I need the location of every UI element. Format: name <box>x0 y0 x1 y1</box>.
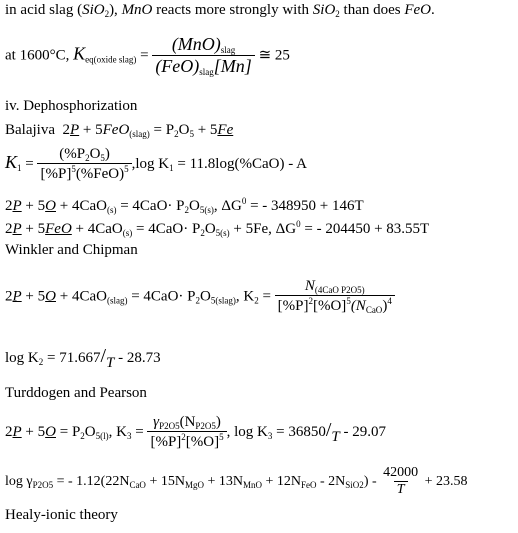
subscript: P2O5 <box>195 421 216 431</box>
section-heading: Winkler and Chipman <box>5 242 138 258</box>
subscript: 2 <box>184 205 189 215</box>
text: = <box>131 424 148 441</box>
balajiva-reaction <box>5 123 233 139</box>
subscript: 2 <box>104 9 110 19</box>
text: in acid slag ( <box>5 2 83 18</box>
subscript: 1 <box>169 163 174 174</box>
subscript: eq(oxide slag) <box>85 54 137 65</box>
den: (%FeO) <box>75 166 125 183</box>
text: = - 348950 + 146T <box>246 198 364 214</box>
superscript: 5 <box>124 164 129 175</box>
fraction <box>380 465 421 498</box>
subscript: 2 <box>200 228 205 238</box>
num: (MnO) <box>171 34 221 54</box>
reaction-line-2 <box>5 220 429 238</box>
symbol: P <box>12 288 22 305</box>
subscript: slag <box>199 67 214 78</box>
text: + 13N <box>203 473 243 489</box>
subscript: 2 <box>85 153 90 163</box>
subscript: 2 <box>174 129 179 139</box>
author: Balajiva <box>5 122 55 138</box>
den: (N <box>350 298 366 315</box>
text: - 29.07 <box>339 424 386 441</box>
symbol: Fe <box>217 122 234 138</box>
num: ) <box>104 146 110 162</box>
text: = 11.8log(%CaO) - A <box>173 156 307 173</box>
symbol: O <box>45 288 56 305</box>
subscript: 2 <box>195 295 200 306</box>
symbol: P <box>12 424 22 441</box>
subscript: 3 <box>126 431 132 442</box>
den: (FeO) <box>155 56 200 77</box>
text: ) - <box>363 473 381 489</box>
den: [Mn] <box>213 56 252 77</box>
text: 2 <box>5 288 13 305</box>
text: O <box>178 122 190 138</box>
subscript: P2O5 <box>159 421 180 431</box>
text: = 36850 <box>272 424 326 441</box>
superscript: 5 <box>71 164 76 175</box>
num: N <box>304 278 315 294</box>
text: , log K <box>226 424 268 441</box>
text: 2 <box>5 198 13 214</box>
subscript: 2 <box>38 357 44 367</box>
den: [%P] <box>150 434 182 451</box>
symbol: K <box>5 152 18 173</box>
numerator <box>56 146 113 163</box>
num: O <box>89 146 101 162</box>
superscript: 2 <box>308 296 313 307</box>
subscript: 1 <box>17 163 22 174</box>
symbol: P <box>12 221 22 237</box>
symbol: T <box>331 429 340 446</box>
denominator <box>37 163 131 183</box>
subscript: 5 <box>189 129 194 139</box>
text: = <box>21 156 38 173</box>
subscript: 5(s) <box>199 205 214 215</box>
denominator <box>275 295 395 315</box>
text: O <box>204 221 216 237</box>
text: - 2N <box>316 473 346 489</box>
text: 2 <box>5 221 13 237</box>
denominator <box>394 481 408 498</box>
formula: MnO <box>121 2 153 18</box>
text: ), <box>109 2 122 18</box>
symbol: P <box>12 198 22 214</box>
text: + 5 <box>21 198 46 214</box>
den: [%P] <box>277 298 309 315</box>
k1-equation <box>5 146 307 184</box>
subscript: 5(l) <box>95 431 109 442</box>
subscript: (s) <box>122 228 133 238</box>
subscript: 3 <box>267 431 273 442</box>
text: + 5 <box>21 288 46 305</box>
text: = <box>136 47 153 64</box>
turkdogen-pearson-equation <box>5 414 386 452</box>
section-heading: iv. Dephosphorization <box>5 98 138 114</box>
log-gamma-equation <box>5 465 468 498</box>
subscript: (slag) <box>106 295 128 306</box>
text: + 5 <box>21 221 46 237</box>
subscript: P2O5 <box>32 479 54 490</box>
text: = - 204450 + 83.55T <box>300 221 430 237</box>
text: = P <box>55 424 81 441</box>
text: + 4CaO <box>71 221 123 237</box>
text: + 5Fe, ΔG <box>229 221 297 237</box>
subscript: SiO2 <box>345 479 364 490</box>
section-heading: Turddogen and Pearson <box>5 385 147 401</box>
formula: SiO <box>312 2 336 18</box>
text: = 71.667 <box>43 350 101 366</box>
slash: / <box>325 419 332 442</box>
text: + 4CaO <box>55 288 107 305</box>
text: , ΔG <box>213 198 242 214</box>
den: T <box>396 482 405 498</box>
equilibrium-constant-equation <box>5 34 290 78</box>
symbol: FeO <box>45 221 72 237</box>
text: = P <box>149 122 175 138</box>
text: . <box>431 2 435 18</box>
log-k2-equation <box>5 346 161 371</box>
text: = <box>258 288 275 305</box>
text: ≅ 25 <box>254 47 290 64</box>
text: + 12N <box>262 473 302 489</box>
den: [%O] <box>185 434 220 451</box>
subscript: (4CaO P2O5) <box>314 285 365 295</box>
den: ) <box>382 298 388 315</box>
symbol: O <box>45 198 56 214</box>
superscript: 5 <box>219 432 224 443</box>
text: = 4CaO· P <box>127 288 196 305</box>
denominator <box>147 431 226 451</box>
numerator <box>169 34 238 55</box>
subscript: CaO <box>365 305 383 316</box>
text: than does <box>339 2 405 18</box>
numerator: 42000 <box>383 465 419 480</box>
winkler-chipman-equation <box>5 278 395 316</box>
fraction <box>37 146 131 184</box>
section-heading: Healy-ionic theory <box>5 507 118 523</box>
superscript: 2 <box>181 432 186 443</box>
superscript: 5 <box>346 296 351 307</box>
subscript: 2 <box>254 295 259 306</box>
formula: SiO <box>82 2 105 18</box>
den: [%O] <box>312 298 347 315</box>
text: O <box>84 424 96 441</box>
text: = 4CaO· P <box>116 198 185 214</box>
text: 2 <box>62 122 70 138</box>
subscript: slag <box>220 45 236 55</box>
num: γ <box>153 414 160 430</box>
slash: / <box>100 345 107 367</box>
text: , K <box>235 288 255 305</box>
text: reacts more strongly with <box>152 2 313 18</box>
symbol: T <box>106 355 115 371</box>
subscript: 2 <box>80 431 85 442</box>
subscript: 2 <box>335 9 340 19</box>
formula: FeO <box>404 2 432 18</box>
subscript: MgO <box>184 479 204 490</box>
fraction <box>147 414 226 452</box>
superscript: 0 <box>241 196 247 206</box>
reaction-line-1 <box>5 197 364 215</box>
subscript: MnO <box>242 479 262 490</box>
text: - 28.73 <box>114 350 161 366</box>
subscript: (s) <box>106 205 117 215</box>
text: + 23.58 <box>421 473 468 489</box>
text: ,log K <box>131 156 170 173</box>
subscript: FeO <box>301 479 317 490</box>
superscript: 4 <box>387 296 392 307</box>
den: [%P] <box>40 166 72 183</box>
symbol: O <box>45 424 56 441</box>
fraction <box>152 34 255 78</box>
subscript: 5 <box>100 153 105 163</box>
text: + 5 <box>193 122 218 138</box>
text: + 15N <box>145 473 185 489</box>
denominator <box>152 55 255 77</box>
text: + 4CaO <box>55 198 107 214</box>
num: ) <box>215 414 221 430</box>
text: , K <box>108 424 127 441</box>
num: (%P <box>59 146 86 162</box>
text: = - 1.12(22N <box>53 473 130 489</box>
subscript: 5(s) <box>215 228 230 238</box>
text: O <box>189 198 200 214</box>
symbol: K <box>73 43 86 64</box>
subscript: 5(slag) <box>210 295 236 306</box>
numerator <box>150 414 224 431</box>
text: = 4CaO· P <box>132 221 201 237</box>
text: 2 <box>5 424 13 441</box>
superscript: 0 <box>296 219 301 229</box>
text: at 1600°C, <box>5 47 74 64</box>
text: + 5 <box>21 424 46 441</box>
text: log γ <box>5 473 33 489</box>
symbol: P <box>69 122 80 138</box>
text: O <box>200 288 211 305</box>
subscript: CaO <box>129 479 146 490</box>
subscript: (slag) <box>129 129 150 139</box>
fraction <box>275 278 395 316</box>
num: (N <box>179 414 196 430</box>
formula: FeO <box>102 122 130 138</box>
intro-sentence <box>5 3 435 19</box>
text: log K <box>5 350 39 366</box>
numerator <box>302 278 368 295</box>
text: + 5 <box>79 122 103 138</box>
